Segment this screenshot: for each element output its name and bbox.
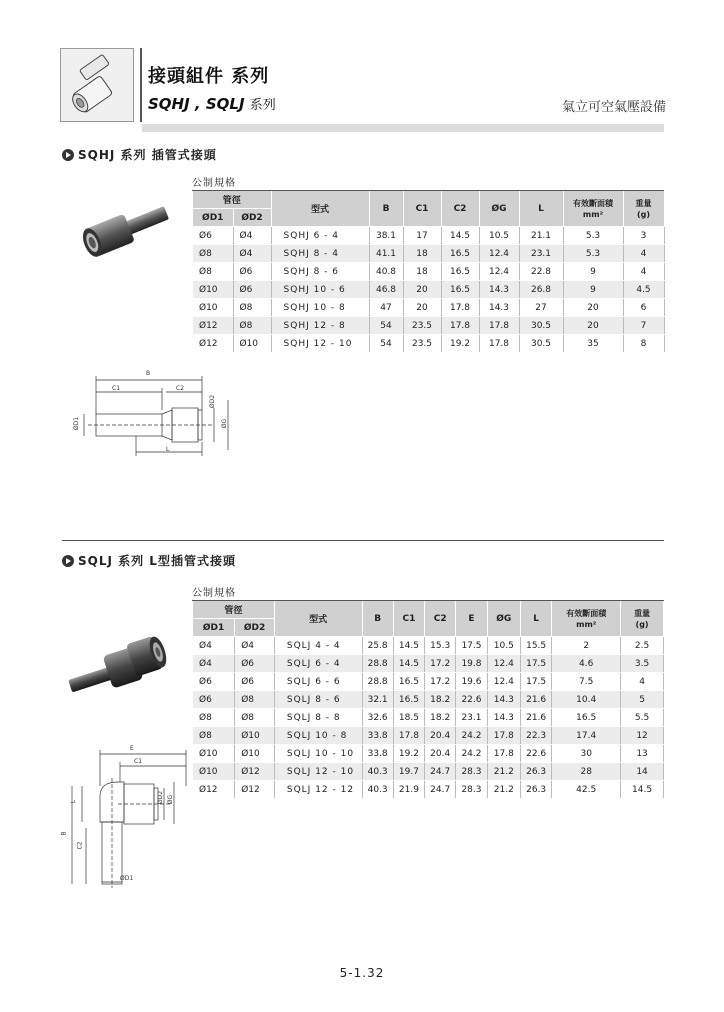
table-cell: 23.5 — [403, 335, 441, 353]
table-cell: 7 — [623, 317, 664, 335]
table-cell: Ø6 — [193, 673, 235, 691]
header-bar — [142, 124, 664, 132]
table-cell: 20 — [403, 281, 441, 299]
table-cell: 4.5 — [623, 281, 664, 299]
table-row — [193, 263, 664, 281]
table-cell: 5 — [621, 691, 664, 709]
header-divider — [140, 48, 142, 122]
sqhj-spec-table — [193, 191, 665, 353]
table-cell: 18.5 — [393, 709, 424, 727]
table-cell: 17.8 — [393, 727, 424, 745]
table-cell: SQHJ 10 - 8 — [271, 299, 369, 317]
table-cell: Ø8 — [193, 709, 235, 727]
table-cell: 25.8 — [362, 637, 393, 655]
table-cell: 2.5 — [621, 637, 664, 655]
table-cell: 16.5 — [441, 245, 479, 263]
table-cell: SQLJ 12 - 10 — [274, 763, 362, 781]
dim-label-d1: ØD1 — [73, 416, 81, 431]
table-cell: 4 — [623, 245, 664, 263]
table-cell: 28.8 — [362, 673, 393, 691]
table-cell: 24.2 — [456, 727, 487, 745]
col-header-c1: C1 — [393, 601, 424, 637]
table-cell: 20.4 — [425, 727, 456, 745]
dim-label-c2: C2 — [176, 385, 185, 392]
table-cell: 4.6 — [552, 655, 621, 673]
table-cell: 42.5 — [552, 781, 621, 799]
table-cell: 14.3 — [479, 281, 519, 299]
table-cell: Ø10 — [235, 745, 275, 763]
table-cell: Ø12 — [193, 335, 233, 353]
table-cell: 32.6 — [362, 709, 393, 727]
sqlj-spec-table — [193, 601, 664, 799]
table-cell: 47 — [369, 299, 403, 317]
table-cell: SQHJ 12 - 8 — [271, 317, 369, 335]
table-cell: 17 — [403, 227, 441, 245]
table-cell: 12.4 — [487, 673, 520, 691]
table-cell: 17.5 — [456, 637, 487, 655]
table-cell: Ø10 — [193, 745, 235, 763]
table-cell: Ø6 — [235, 673, 275, 691]
table-row — [193, 781, 664, 799]
table-cell: Ø12 — [235, 763, 275, 781]
dim-label-d2: ØD2 — [157, 790, 165, 805]
table-cell: 17.8 — [441, 299, 479, 317]
table-row — [193, 763, 664, 781]
table-cell: 18 — [403, 263, 441, 281]
table-cell: 18 — [403, 245, 441, 263]
table-cell: 20.4 — [425, 745, 456, 763]
table-cell: SQHJ 8 - 6 — [271, 263, 369, 281]
table-row — [193, 637, 664, 655]
table-cell: 19.2 — [393, 745, 424, 763]
table-row — [193, 281, 664, 299]
table-cell: SQLJ 6 - 4 — [274, 655, 362, 673]
table-row — [193, 245, 664, 263]
table-row — [193, 745, 664, 763]
col-header-weight — [621, 601, 664, 637]
dim-label-e: E — [130, 745, 134, 752]
table-cell: 46.8 — [369, 281, 403, 299]
table-cell: 17.8 — [479, 317, 519, 335]
table-row — [193, 709, 664, 727]
table-cell: 17.8 — [487, 727, 520, 745]
sqhj-product-image — [74, 196, 178, 264]
table-cell: 28 — [552, 763, 621, 781]
table-cell: 54 — [369, 335, 403, 353]
table-row — [193, 335, 664, 353]
table-cell: 13 — [621, 745, 664, 763]
area-unit: mm² — [582, 209, 604, 219]
sqlj-table-body — [193, 637, 664, 799]
straight-fitting-icon — [74, 196, 178, 264]
fitting-icon — [61, 49, 133, 121]
weight-unit: (g) — [635, 619, 649, 629]
col-header-weight — [623, 191, 664, 227]
table-cell: 21.9 — [393, 781, 424, 799]
col-header-l: L — [519, 191, 563, 227]
table-cell: 19.8 — [456, 655, 487, 673]
dim-label-c2: C2 — [76, 841, 84, 850]
table-cell: 17.5 — [521, 673, 552, 691]
table-cell: Ø8 — [193, 263, 233, 281]
table-cell: 35 — [563, 335, 623, 353]
table-cell: 14.3 — [487, 691, 520, 709]
col-header-c2: C2 — [441, 191, 479, 227]
table-cell: 12.4 — [479, 245, 519, 263]
table-cell: Ø8 — [233, 317, 271, 335]
table-cell: Ø4 — [233, 227, 271, 245]
table-cell: 17.2 — [425, 655, 456, 673]
table-cell: 19.2 — [441, 335, 479, 353]
table-cell: 40.3 — [362, 763, 393, 781]
table-cell: SQLJ 6 - 6 — [274, 673, 362, 691]
table-cell: 20 — [563, 299, 623, 317]
play-circle-icon — [62, 149, 74, 161]
table-cell: 3 — [623, 227, 664, 245]
table-cell: 5.3 — [563, 245, 623, 263]
dim-label-g: ØG — [221, 418, 229, 429]
table-cell: 14.5 — [621, 781, 664, 799]
table-cell: SQLJ 8 - 8 — [274, 709, 362, 727]
table-cell: 21.6 — [521, 709, 552, 727]
table-cell: SQHJ 6 - 4 — [271, 227, 369, 245]
col-header-g: ØG — [479, 191, 519, 227]
table-cell: 18.2 — [425, 691, 456, 709]
table-cell: 12.4 — [487, 655, 520, 673]
table-cell: 15.5 — [521, 637, 552, 655]
dim-label-b: B — [60, 831, 68, 836]
table-row — [193, 655, 664, 673]
table-cell: 22.6 — [521, 745, 552, 763]
play-circle-icon — [62, 555, 74, 567]
table-cell: 32.1 — [362, 691, 393, 709]
table-cell: Ø12 — [193, 781, 235, 799]
page-subtitle — [148, 94, 276, 113]
table-cell: 16.5 — [441, 281, 479, 299]
table-cell: SQLJ 8 - 6 — [274, 691, 362, 709]
table-row — [193, 299, 664, 317]
table-cell: Ø8 — [235, 691, 275, 709]
sqlj-product-image — [62, 628, 174, 702]
table-cell: 33.8 — [362, 727, 393, 745]
table-cell: 2 — [552, 637, 621, 655]
table-cell: 12.4 — [479, 263, 519, 281]
weight-unit: (g) — [636, 209, 651, 219]
series-codes: SQHJ , SQLJ — [148, 95, 245, 113]
company-name: 氣立可空氣壓設備 — [561, 100, 666, 115]
table-cell: SQLJ 10 - 8 — [274, 727, 362, 745]
table-row — [193, 673, 664, 691]
table-cell: Ø10 — [233, 335, 271, 353]
table-cell: 23.1 — [519, 245, 563, 263]
table-cell: 24.7 — [425, 763, 456, 781]
section1-title-text: SQHJ 系列 插管式接頭 — [78, 148, 217, 162]
section2-title — [62, 552, 236, 569]
table-cell: 21.1 — [519, 227, 563, 245]
table-cell: 18.2 — [425, 709, 456, 727]
table-cell: Ø6 — [233, 281, 271, 299]
section2-spec-label: 公制規格 — [192, 588, 236, 599]
elbow-fitting-icon — [62, 628, 174, 702]
col-header-d1: ØD1 — [193, 619, 235, 637]
table-cell: 16.5 — [393, 673, 424, 691]
table-cell: 21.6 — [521, 691, 552, 709]
dim-label-c1: C1 — [112, 385, 121, 392]
table-cell: 20 — [403, 299, 441, 317]
series-suffix: 系列 — [249, 98, 276, 113]
table-cell: 22.3 — [521, 727, 552, 745]
table-cell: 16.5 — [552, 709, 621, 727]
col-header-model: 型式 — [271, 191, 369, 227]
table-cell: 28.3 — [456, 781, 487, 799]
table-cell: 9 — [563, 263, 623, 281]
table-cell: 14.5 — [393, 637, 424, 655]
table-cell: Ø10 — [193, 763, 235, 781]
table-cell: 26.3 — [521, 763, 552, 781]
table-cell: 26.3 — [521, 781, 552, 799]
weight-label: 重量 — [635, 198, 652, 208]
table-cell: 15.3 — [425, 637, 456, 655]
col-header-area — [552, 601, 621, 637]
table-cell: 23.5 — [403, 317, 441, 335]
table-cell: SQLJ 10 - 10 — [274, 745, 362, 763]
table-cell: Ø12 — [235, 781, 275, 799]
table-cell: 14 — [621, 763, 664, 781]
table-cell: 23.1 — [456, 709, 487, 727]
col-header-b: B — [369, 191, 403, 227]
sqlj-dimension-drawing — [58, 742, 198, 888]
area-label: 有效斷面積 — [566, 608, 607, 618]
col-header-e: E — [456, 601, 487, 637]
col-header-l: L — [521, 601, 552, 637]
table-cell: 33.8 — [362, 745, 393, 763]
table-cell: 10.5 — [479, 227, 519, 245]
col-header-pipe-dia: 管徑 — [193, 191, 271, 209]
table-cell: 22.6 — [456, 691, 487, 709]
sqhj-table-body — [193, 227, 664, 353]
table-cell: 6 — [623, 299, 664, 317]
table-cell: Ø10 — [193, 299, 233, 317]
table-cell: Ø6 — [233, 263, 271, 281]
table-cell: 7.5 — [552, 673, 621, 691]
table-cell: SQHJ 8 - 4 — [271, 245, 369, 263]
table-cell: 40.3 — [362, 781, 393, 799]
table-cell: Ø4 — [235, 637, 275, 655]
table-cell: Ø4 — [233, 245, 271, 263]
table-cell: 20 — [563, 317, 623, 335]
table-cell: SQHJ 12 - 10 — [271, 335, 369, 353]
table-cell: Ø4 — [193, 637, 235, 655]
table-cell: 19.6 — [456, 673, 487, 691]
table-cell: Ø4 — [193, 655, 235, 673]
table-row — [193, 727, 664, 745]
table-row — [193, 691, 664, 709]
table-cell: 30.5 — [519, 335, 563, 353]
table-row — [193, 227, 664, 245]
table-cell: 28.3 — [456, 763, 487, 781]
dim-label-l: L — [70, 799, 78, 804]
col-header-area — [563, 191, 623, 227]
table-cell: SQLJ 12 - 12 — [274, 781, 362, 799]
area-unit: mm² — [576, 619, 597, 629]
table-cell: 17.2 — [425, 673, 456, 691]
col-header-d2: ØD2 — [233, 209, 271, 227]
table-cell: 17.8 — [487, 745, 520, 763]
table-cell: 17.8 — [479, 335, 519, 353]
table-cell: 16.5 — [393, 691, 424, 709]
table-cell: 17.5 — [521, 655, 552, 673]
sqhj-dimension-drawing — [68, 370, 248, 466]
col-header-model: 型式 — [274, 601, 362, 637]
table-cell: Ø8 — [193, 727, 235, 745]
table-cell: 10.4 — [552, 691, 621, 709]
table-cell: 17.8 — [441, 317, 479, 335]
table-cell: 14.5 — [441, 227, 479, 245]
table-cell: 27 — [519, 299, 563, 317]
table-cell: SQHJ 10 - 6 — [271, 281, 369, 299]
col-header-c2: C2 — [425, 601, 456, 637]
area-label: 有效斷面積 — [573, 198, 614, 208]
col-header-g: ØG — [487, 601, 520, 637]
table-cell: 21.2 — [487, 781, 520, 799]
dim-label-g: ØG — [167, 794, 175, 805]
table-cell: 8 — [623, 335, 664, 353]
table-cell: Ø10 — [193, 281, 233, 299]
table-cell: Ø8 — [235, 709, 275, 727]
table-cell: 54 — [369, 317, 403, 335]
table-cell: Ø6 — [235, 655, 275, 673]
table-cell: Ø8 — [233, 299, 271, 317]
dim-label-d1: ØD1 — [120, 875, 134, 882]
col-header-d2: ØD2 — [235, 619, 275, 637]
table-cell: 24.2 — [456, 745, 487, 763]
page-number: 5-1.32 — [339, 966, 385, 980]
table-cell: 40.8 — [369, 263, 403, 281]
table-cell: 22.8 — [519, 263, 563, 281]
table-cell: 16.5 — [441, 263, 479, 281]
table-cell: 41.1 — [369, 245, 403, 263]
table-cell: Ø12 — [193, 317, 233, 335]
table-cell: Ø6 — [193, 691, 235, 709]
table-cell: 5.3 — [563, 227, 623, 245]
table-cell: 26.8 — [519, 281, 563, 299]
section1-title — [62, 146, 217, 163]
table-cell: 9 — [563, 281, 623, 299]
table-cell: 30.5 — [519, 317, 563, 335]
dim-label-b: B — [146, 370, 151, 377]
section1-spec-label: 公制規格 — [192, 178, 236, 189]
col-header-b: B — [362, 601, 393, 637]
table-cell: SQLJ 4 - 4 — [274, 637, 362, 655]
table-cell: 4 — [621, 673, 664, 691]
table-cell: 14.3 — [479, 299, 519, 317]
table-cell: 14.3 — [487, 709, 520, 727]
table-cell: 30 — [552, 745, 621, 763]
table-cell: 14.5 — [393, 655, 424, 673]
dim-label-c1: C1 — [134, 758, 143, 765]
table-cell: 10.5 — [487, 637, 520, 655]
table-cell: 12 — [621, 727, 664, 745]
table-cell: Ø8 — [193, 245, 233, 263]
page-title: 接頭組件 系列 — [148, 66, 270, 87]
weight-label: 重量 — [634, 608, 651, 618]
table-cell: 5.5 — [621, 709, 664, 727]
table-cell: 24.7 — [425, 781, 456, 799]
table-cell: 28.8 — [362, 655, 393, 673]
table-cell: Ø10 — [235, 727, 275, 745]
section2-title-text: SQLJ 系列 L型插管式接頭 — [78, 554, 236, 568]
table-cell: 38.1 — [369, 227, 403, 245]
col-header-c1: C1 — [403, 191, 441, 227]
table-cell: 17.4 — [552, 727, 621, 745]
table-cell: 3.5 — [621, 655, 664, 673]
section-divider — [62, 540, 664, 541]
table-cell: 4 — [623, 263, 664, 281]
table-cell: 19.7 — [393, 763, 424, 781]
sqlj-drawing-svg — [58, 742, 198, 888]
col-header-d1: ØD1 — [193, 209, 233, 227]
table-cell: 21.2 — [487, 763, 520, 781]
table-cell: Ø6 — [193, 227, 233, 245]
col-header-pipe-dia: 管徑 — [193, 601, 274, 619]
dim-label-d2: ØD2 — [209, 394, 217, 409]
dim-label-l: L — [166, 446, 170, 453]
product-thumbnail — [60, 48, 134, 122]
table-row — [193, 317, 664, 335]
